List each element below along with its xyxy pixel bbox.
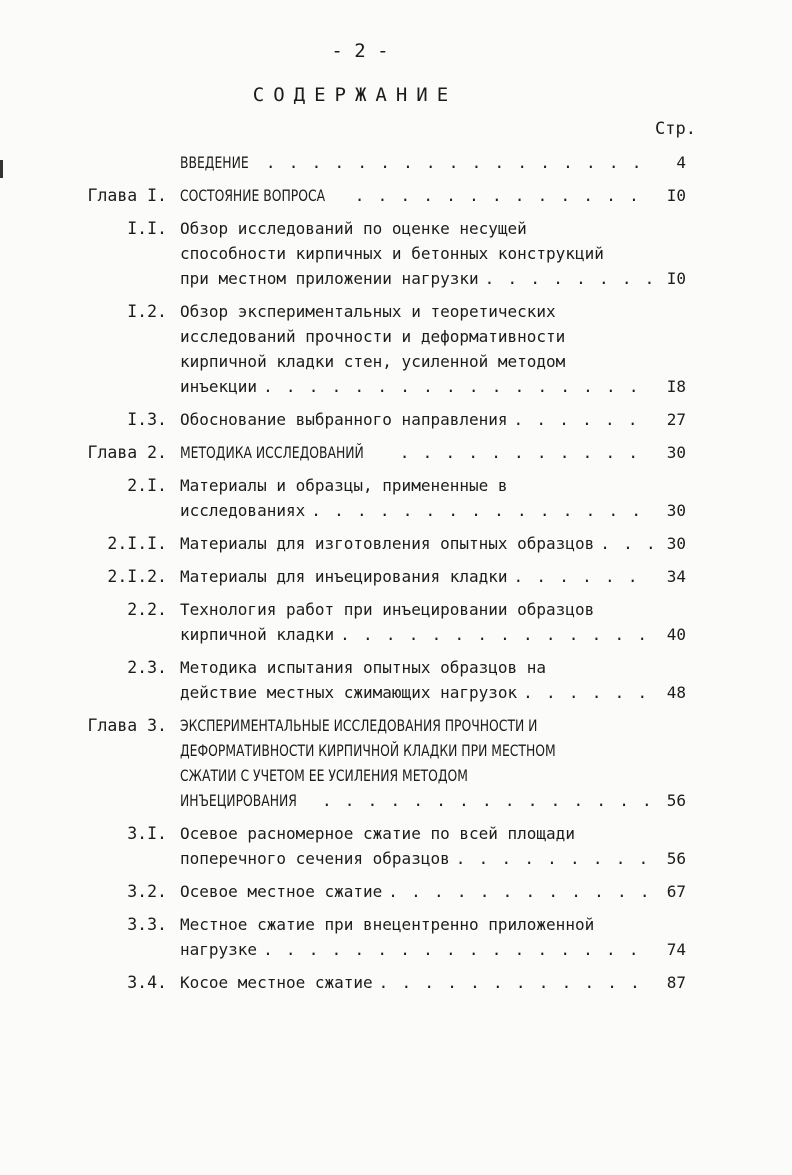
toc-entry-text: нагрузке [180,940,258,959]
toc-page-number: 40 [666,625,686,644]
toc-entry-number: 3.2. [127,882,167,901]
toc-entry [0,597,792,647]
toc-entry-text: Обзор исследований по оценке несущей [180,219,527,238]
toc-entry [0,713,792,813]
table-of-contents [0,150,792,1003]
leader-dots [400,440,654,465]
toc-entry-text: ИНЪЕЦИРОВАНИЯ [180,791,297,810]
leader-dots [523,680,654,705]
toc-entry [0,440,792,465]
page-title: СОДЕРЖАНИЕ [252,84,458,106]
toc-entry-text: СОСТОЯНИЕ ВОПРОСА [180,186,326,205]
leader-dots [263,374,654,399]
toc-entry-text: ДЕФОРМАТИВНОСТИ КИРПИЧНОЙ КЛАДКИ ПРИ МЕСТНОМ [180,741,556,760]
toc-entry-text: Местное сжатие при внецентренно приложенной [180,915,595,934]
toc-entry-text: Обоснование выбранного направления [180,410,508,429]
toc-entry [0,216,792,291]
toc-entry-number: 3.3. [127,915,167,934]
toc-entry [0,183,792,208]
toc-entry-text: ВВЕДЕНИЕ [180,153,249,172]
toc-entry [0,821,792,871]
toc-entry-text: Косое местное сжатие [180,973,373,992]
toc-entry-number: Глава 3. [87,716,167,735]
toc-page-number: I8 [666,377,686,396]
toc-entry [0,655,792,705]
page-number: - 2 - [331,40,389,62]
toc-entry-text: Технология работ при инъецировании образцов [180,600,595,619]
toc-entry-text: инъекции [180,377,258,396]
toc-entry-text: СЖАТИИ С УЧЕТОМ ЕЕ УСИЛЕНИЯ МЕТОДОМ [180,766,468,785]
toc-page-number: 48 [666,683,686,702]
toc-entry-text: Материалы для изготовления опытных образцов [180,534,595,553]
page-column-label: Стр. [655,119,696,139]
leader-dots [340,622,654,647]
toc-page-number: I0 [666,186,686,205]
toc-entry [0,879,792,904]
leader-dots [379,970,654,995]
toc-entry-number: I.2. [127,302,167,321]
toc-page-number: 56 [666,791,686,810]
toc-entry-number: 2.I. [127,476,167,495]
toc-entry-text: действие местных сжимающих нагрузок [180,683,518,702]
toc-entry-text: МЕТОДИКА ИССЛЕДОВАНИЙ [180,443,364,462]
leader-dots [600,531,654,556]
toc-entry [0,912,792,962]
toc-entry [0,970,792,995]
toc-entry-text: Материалы и образцы, примененные в [180,476,508,495]
toc-entry-number: 2.3. [127,658,167,677]
toc-page-number: 56 [666,849,686,868]
toc-entry-number: 3.I. [127,824,167,843]
toc-page-number: 67 [666,882,686,901]
toc-page-number: 87 [666,973,686,992]
toc-page-number: 74 [666,940,686,959]
leader-dots [355,183,654,208]
toc-entry-number: 2.2. [127,600,167,619]
toc-page-number: 4 [676,153,686,172]
leader-dots [485,266,654,291]
toc-entry-text: Обзор экспериментальных и теоретических [180,302,556,321]
leader-dots [311,498,654,523]
toc-entry-text: при местном приложении нагрузки [180,269,479,288]
toc-entry-number: I.3. [127,410,167,429]
toc-entry [0,531,792,556]
leader-dots [263,937,654,962]
toc-entry-text: кирпичной кладки [180,625,335,644]
toc-entry [0,150,792,175]
toc-entry-number: 2.I.2. [107,567,167,586]
toc-page-number: 30 [666,501,686,520]
leader-dots [388,879,654,904]
toc-entry-number: Глава 2. [87,443,167,462]
leader-dots [456,846,654,871]
toc-entry-text: ЭКСПЕРИМЕНТАЛЬНЫЕ ИССЛЕДОВАНИЯ ПРОЧНОСТИ И [180,716,538,735]
toc-entry [0,299,792,399]
toc-page-number: 27 [666,410,686,429]
toc-entry-text: Осевое расномерное сжатие по всей площади [180,824,575,843]
leader-dots [514,407,654,432]
toc-entry [0,473,792,523]
toc-entry [0,564,792,589]
toc-entry-text: Материалы для инъецирования кладки [180,567,508,586]
toc-entry-number: 2.I.I. [107,534,167,553]
leader-dots [266,150,654,175]
toc-entry-text: исследований прочности и деформативности [180,327,566,346]
toc-page-number: 30 [666,443,686,462]
toc-entry-text: способности кирпичных и бетонных конструкций [180,244,604,263]
toc-entry-number: I.I. [127,219,167,238]
toc-page-number: 34 [666,567,686,586]
leader-dots [322,788,654,813]
toc-entry-text: исследованиях [180,501,306,520]
leader-dots [514,564,654,589]
toc-entry-text: поперечного сечения образцов [180,849,450,868]
toc-entry-number: Глава I. [87,186,167,205]
toc-entry-text: Методика испытания опытных образцов на [180,658,547,677]
toc-entry-text: Осевое местное сжатие [180,882,383,901]
toc-entry-text: кирпичной кладки стен, усиленной методом [180,352,566,371]
toc-page-number: I0 [666,269,686,288]
toc-entry [0,407,792,432]
toc-page-number: 30 [666,534,686,553]
toc-entry-number: 3.4. [127,973,167,992]
